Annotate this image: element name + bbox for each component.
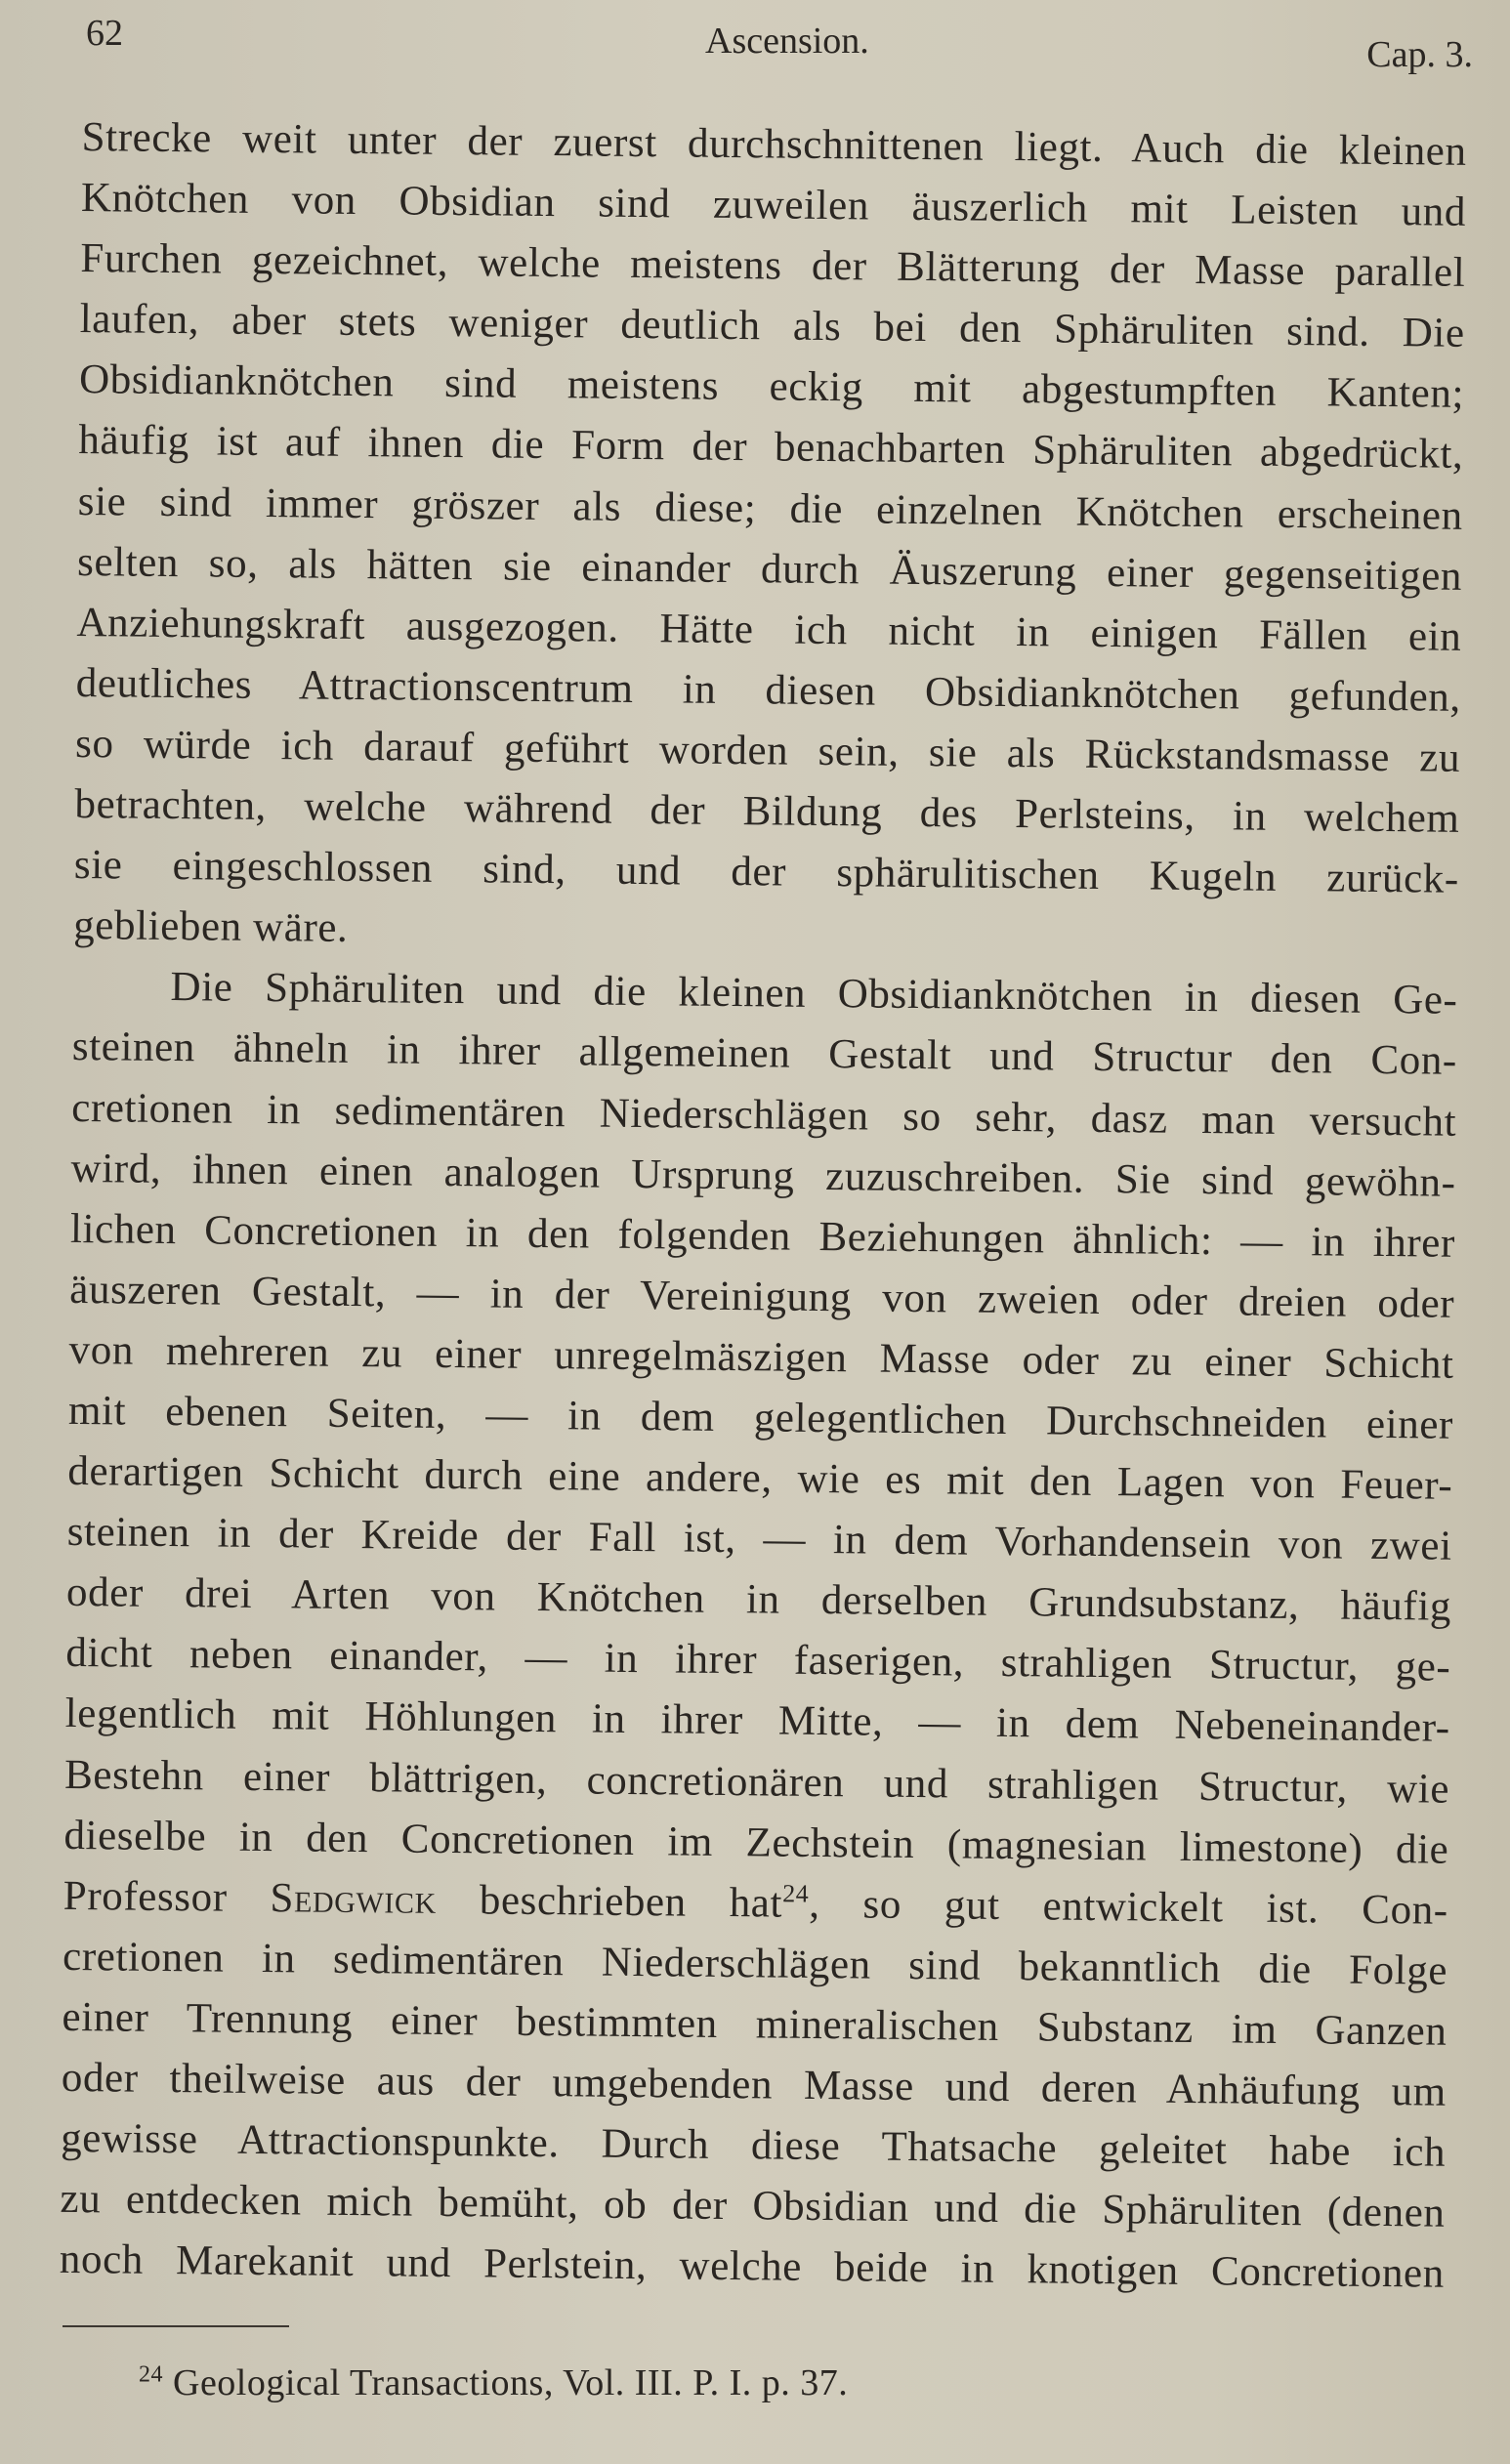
- text-line: dieselbe in den Concretionen im Zechstein (magnesian limestone) die: [63, 1812, 1449, 1873]
- text-line: cretionen in sedimentären Niederschlägen so sehr, dasz man versucht: [71, 1084, 1457, 1146]
- text-line: lichen Concretionen in den folgenden Beziehungen ähnlich: — in ihrer: [69, 1205, 1456, 1267]
- text-line: steinen ähneln in ihrer allgemeinen Gestalt und Structur den Con-: [71, 1023, 1458, 1085]
- text-line: oder theilweise aus der umgebenden Masse und deren Anhäufung um: [61, 2054, 1447, 2115]
- footnote-marker: 24: [139, 2361, 163, 2388]
- text-line: mit ebenen Seiten, — in dem gelegentlichen Durchschneiden einer: [67, 1387, 1454, 1448]
- text-line: zu entdecken mich bemüht, ob der Obsidian und die Sphäruliten (denen: [60, 2176, 1446, 2236]
- text-line: cretionen in sedimentären Niederschlägen sind bekanntlich die Folge: [62, 1933, 1448, 1994]
- text-line: laufen, aber stets weniger deutlich als bei den Sphäruliten sind. Die: [79, 296, 1465, 357]
- footnote-divider: [63, 2325, 289, 2327]
- text-line: äuszeren Gestalt, — in der Vereinigung von zweien oder dreien oder: [69, 1266, 1455, 1327]
- text-line: derartigen Schicht durch eine andere, wie es mit den Lagen von Feuer-: [67, 1447, 1453, 1509]
- text-line: dicht neben einander, — in ihrer faserigen, strahligen Structur, ge-: [65, 1630, 1451, 1691]
- text-line: Knötchen von Obsidian sind zuweilen äuszerlich mit Leisten und: [80, 175, 1467, 235]
- text-line: häufig ist auf ihnen die Form der benachbarten Sphäruliten abgedrückt,: [78, 417, 1464, 479]
- footnote-reference: 24: [782, 1879, 810, 1908]
- footnote: [139, 2361, 848, 2404]
- text-line: Obsidianknötchen sind meistens eckig mit abgestumpften Kanten;: [78, 356, 1465, 418]
- text-line: selten so, als hätten sie einander durch Äuszerung einer gegenseitigen: [76, 538, 1463, 600]
- text-line: Furchen gezeichnet, welche meistens der Blätterung der Masse parallel: [80, 235, 1466, 297]
- text-line: Bestehn einer blättrigen, concretionären und strahligen Structur, wie: [63, 1751, 1450, 1813]
- sedgwick-line-end: , so gut entwickelt ist. Con-: [809, 1880, 1448, 1934]
- chapter-label: Cap. 3.: [1366, 34, 1473, 75]
- text-line: steinen in der Kreide der Fall ist, — in dem Vorhandensein von zwei: [66, 1509, 1452, 1569]
- text-line: von mehreren zu einer unregelmäszigen Masse oder zu einer Schicht: [68, 1326, 1454, 1388]
- author-name: Sedgwick: [270, 1874, 438, 1923]
- text-line: gewisse Attractionspunkte. Durch diese Thatsache geleitet habe ich: [60, 2114, 1447, 2176]
- running-title: Ascension.: [705, 21, 869, 62]
- sedgwick-line-start: Professor: [63, 1872, 271, 1921]
- body-text: [60, 107, 1467, 2305]
- text-line: sie sind immer gröszer als diese; die einzelnen Knötchen erscheinen: [77, 478, 1463, 539]
- sedgwick-line-middle: beschrieben hat: [436, 1876, 783, 1927]
- text-line: betrachten, welche während der Bildung des Perlsteins, in welchem: [74, 780, 1460, 842]
- text-line: so würde ich darauf geführt worden sein, sie als Rückstandsmasse zu: [74, 720, 1461, 781]
- text-line: geblieben wäre.: [72, 902, 349, 952]
- text-line: sie eingeschlossen sind, und der sphärulitischen Kugeln zurück-: [73, 842, 1460, 902]
- text-line: legentlich mit Höhlungen in ihrer Mitte, — in dem Nebeneinander-: [64, 1691, 1450, 1752]
- page-header: [86, 12, 1473, 80]
- text-line: noch Marekanit und Perlstein, welche beide in knotigen Concretionen: [59, 2236, 1446, 2298]
- text-line: wird, ihnen einen analogen Ursprung zuzuschreiben. Sie sind gewöhn-: [70, 1145, 1456, 1206]
- text-line: deutliches Attractionscentrum in diesen Obsidianknötchen gefunden,: [75, 659, 1461, 721]
- text-line: Die Sphäruliten und die kleinen Obsidianknötchen in diesen Ge-: [170, 964, 1458, 1024]
- text-line: Anziehungskraft ausgezogen. Hätte ich nicht in einigen Fällen ein: [76, 599, 1462, 660]
- text-line: einer Trennung einer bestimmten mineralischen Substanz im Ganzen: [62, 1993, 1447, 2055]
- text-line: Strecke weit unter der zuerst durchschnittenen liegt. Auch die kleinen: [81, 113, 1467, 175]
- page-number: 62: [86, 13, 123, 54]
- footnote-text: Geological Transactions, Vol. III. P. I. p. 37.: [163, 2362, 849, 2403]
- text-line: oder drei Arten von Knötchen in derselben Grundsubstanz, häufig: [65, 1569, 1452, 1631]
